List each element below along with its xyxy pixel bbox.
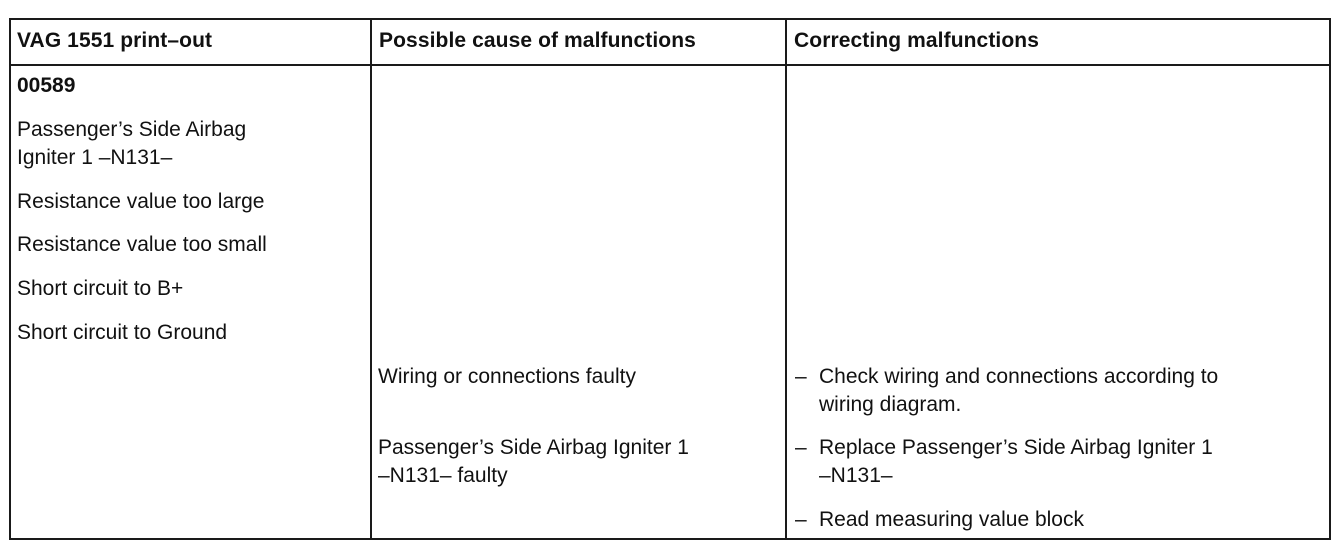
fault-condition: Short circuit to Ground (17, 321, 228, 344)
correction-line: Read measuring value block (819, 508, 1084, 531)
column-divider-2 (785, 20, 787, 538)
header-possible-cause: Possible cause of malfunctions (379, 29, 696, 52)
dash-bullet: – (795, 508, 807, 531)
fault-code: 00589 (17, 74, 76, 97)
dash-bullet: – (795, 365, 807, 388)
correction-line: –N131– (819, 464, 893, 487)
cause-line: –N131– faulty (378, 464, 508, 487)
fault-table (9, 18, 1331, 540)
dash-bullet: – (795, 436, 807, 459)
header-vag-printout: VAG 1551 print–out (17, 29, 213, 52)
header-correcting: Correcting malfunctions (794, 29, 1039, 52)
cause-line: Passenger’s Side Airbag Igniter 1 (378, 436, 689, 459)
component-name-line1: Passenger’s Side Airbag (17, 118, 247, 141)
header-divider (11, 64, 1329, 66)
fault-condition: Short circuit to B+ (17, 277, 184, 300)
fault-condition: Resistance value too small (17, 233, 267, 256)
component-name-line2: Igniter 1 –N131– (17, 146, 173, 169)
fault-condition: Resistance value too large (17, 190, 265, 213)
cause-line: Wiring or connections faulty (378, 365, 636, 388)
correction-line: Replace Passenger’s Side Airbag Igniter 1 (819, 436, 1213, 459)
column-divider-1 (370, 20, 372, 538)
correction-line: Check wiring and connections according to (819, 365, 1219, 388)
correction-line: wiring diagram. (819, 393, 962, 416)
